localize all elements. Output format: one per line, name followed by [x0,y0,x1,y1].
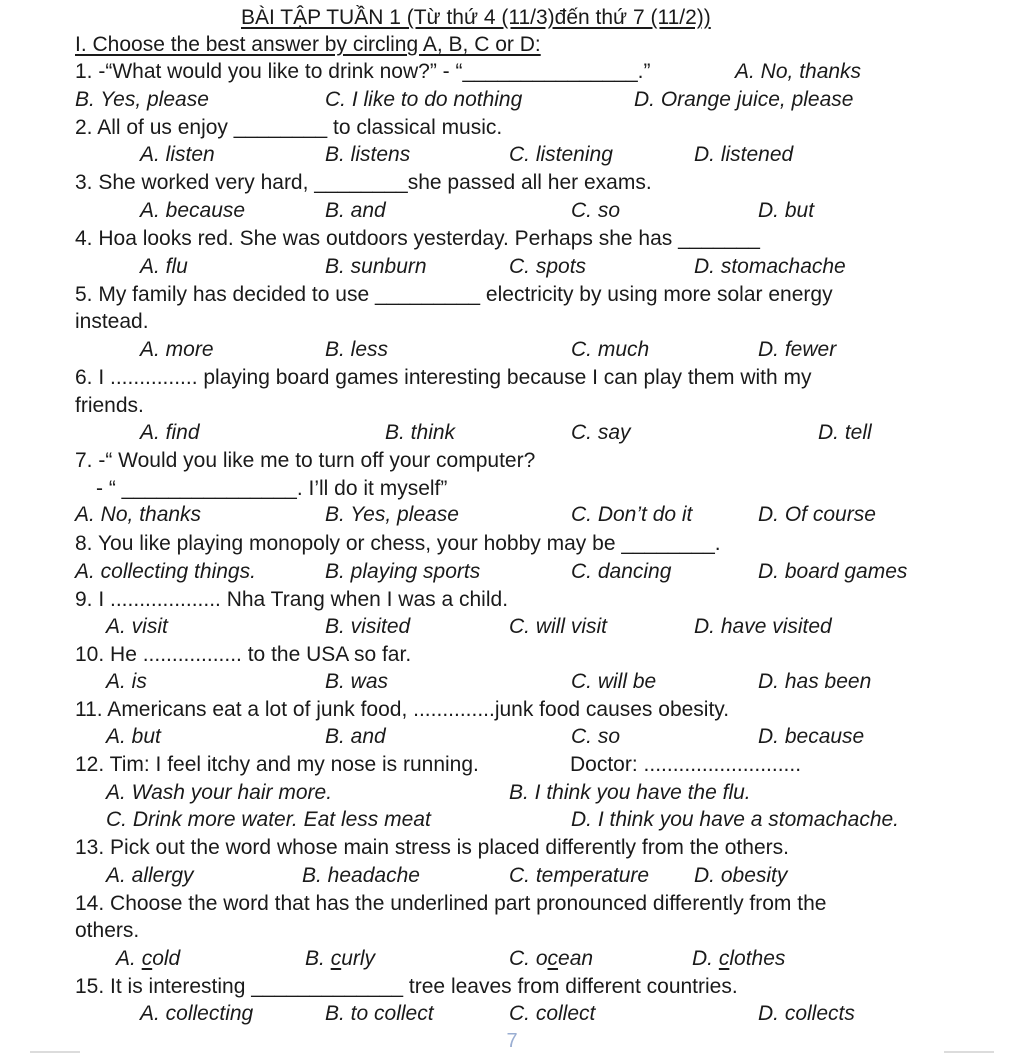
doc-line [0,586,1024,614]
answer-option: C. listening [509,143,613,166]
doc-line [0,613,1024,641]
answer-option: B. Yes, please [75,88,209,111]
answer-option: C. much [571,338,650,361]
question-text: - “ _______________. I’ll do it myself” [96,477,448,500]
answer-option: D. has been [758,670,872,693]
doc-line [0,308,1024,336]
answer-option: D. obesity [694,864,788,887]
answer-option: B. Yes, please [325,503,459,526]
question-text: 7. -“ Would you like me to turn off your computer? [75,449,536,472]
answer-option: D. board games [758,560,908,583]
doc-line [0,1000,1024,1028]
doc-line [0,281,1024,309]
doc-line [0,696,1024,724]
doc-line [0,392,1024,420]
question-text: others. [75,919,140,942]
answer-option: D. listened [694,143,794,166]
option-text-part: ean [558,947,594,970]
answer-option [116,945,180,973]
answer-option: A. listen [140,143,215,166]
page-title-text: BÀI TẬP TUẦN 1 (Từ thứ 4 (11/3)đến thứ 7 (11/2)) [241,6,711,29]
answer-option: D. because [758,725,865,748]
answer-option [692,945,785,973]
answer-option: C. Drink more water. Eat less meat [106,808,431,831]
doc-line [0,364,1024,392]
underlined-letter: c [330,947,342,970]
question-text: 9. I ................... Nha Trang when I was a child. [75,588,509,611]
question-text: Doctor: ........................... [570,753,802,776]
answer-option: A. find [140,421,200,444]
doc-line [0,253,1024,281]
doc-line [0,641,1024,669]
answer-option: B. headache [302,864,420,887]
doc-line [0,806,1024,834]
answer-option: A. because [140,199,246,222]
doc-line [0,945,1024,973]
answer-option: D. stomachache [694,255,846,278]
answer-option: D. I think you have a stomachache. [571,808,900,831]
answer-option: C. so [571,199,621,222]
question-text: 3. She worked very hard, ________she passed all her exams. [75,171,652,194]
answer-option: C. so [571,725,621,748]
answer-option [509,945,593,973]
question-text: 10. He ................. to the USA so far. [75,643,412,666]
answer-option: B. to collect [325,1002,434,1025]
doc-line [0,779,1024,807]
answer-option: A. flu [140,255,188,278]
answer-option: A. allergy [106,864,194,887]
doc-line [0,419,1024,447]
answer-option: B. visited [325,615,411,638]
option-text-part: urly [341,947,376,970]
doc-line [0,336,1024,364]
answer-option: B. sunburn [325,255,427,278]
doc-line [0,834,1024,862]
answer-option: D. have visited [694,615,832,638]
option-text-part: C. o [509,947,548,970]
doc-line [0,530,1024,558]
doc-line [0,723,1024,751]
question-text: 13. Pick out the word whose main stress is placed differently from the others. [75,836,789,859]
question-text: 11. Americans eat a lot of junk food, ..............junk food causes obesity. [75,698,730,721]
answer-option: A. Wash your hair more. [106,781,333,804]
answer-option: B. think [385,421,456,444]
answer-option [305,945,375,973]
answer-option: B. listens [325,143,411,166]
doc-line [0,862,1024,890]
doc-line [0,86,1024,114]
answer-option: D. tell [818,421,872,444]
underlined-letter: c [718,947,730,970]
answer-option: D. collects [758,1002,855,1025]
answer-option: A. more [140,338,214,361]
answer-option: A. No, thanks [735,60,862,83]
answer-option: B. I think you have the flu. [509,781,751,804]
answer-option: A. collecting things. [75,560,256,583]
question-text: 4. Hoa looks red. She was outdoors yesterday. Perhaps she has _______ [75,227,760,250]
doc-line [0,58,1024,86]
answer-option: B. playing sports [325,560,481,583]
section-heading [0,31,1024,59]
answer-option: C. will be [571,670,657,693]
answer-option: C. say [571,421,631,444]
option-text-part: B. [305,947,331,970]
question-text: friends. [75,394,144,417]
option-text-part: D. [692,947,719,970]
question-text: 12. Tim: I feel itchy and my nose is running. [75,753,479,776]
doc-line [0,475,1024,503]
doc-line [0,114,1024,142]
question-text: 8. You like playing monopoly or chess, your hobby may be ________. [75,532,721,555]
question-text: 6. I ............... playing board games interesting because I can play them with my [75,366,812,389]
answer-option: D. Of course [758,503,876,526]
page-number: 7 [506,1030,518,1052]
answer-option: C. collect [509,1002,596,1025]
question-text: instead. [75,310,149,333]
scan-edge-left [30,1051,80,1061]
answer-option: D. fewer [758,338,837,361]
scan-edge-right [944,1051,994,1061]
option-text-part: A. [116,947,142,970]
doc-line [0,668,1024,696]
doc-line [0,558,1024,586]
doc-line [0,197,1024,225]
answer-option: B. less [325,338,389,361]
question-text: 5. My family has decided to use _________ electricity by using more solar energy [75,283,833,306]
question-text: 15. It is interesting _____________ tree leaves from different countries. [75,975,738,998]
answer-option: A. No, thanks [75,503,202,526]
answer-option: C. I like to do nothing [325,88,523,111]
doc-line [0,169,1024,197]
option-text-part: old [152,947,181,970]
answer-option: C. will visit [509,615,607,638]
question-text: 14. Choose the word that has the underlined part pronounced differently from the [75,892,827,915]
doc-line [0,917,1024,945]
answer-option: A. collecting [140,1002,254,1025]
doc-line [0,890,1024,918]
answer-option: B. was [325,670,389,693]
question-text: 1. -“What would you like to drink now?” - “_______________.” [75,60,651,83]
doc-line [0,141,1024,169]
section-heading-text: I. Choose the best answer by circling A, B, C or D: [75,33,541,56]
doc-line [0,225,1024,253]
answer-option: A. visit [106,615,168,638]
answer-option: B. and [325,199,386,222]
option-text-part: lothes [729,947,786,970]
answer-option: A. but [106,725,161,748]
doc-line [0,973,1024,1001]
underlined-letter: c [141,947,153,970]
answer-option: A. is [106,670,147,693]
doc-line [0,447,1024,475]
answer-option: C. temperature [509,864,650,887]
answer-option: C. Don’t do it [571,503,693,526]
answer-option: D. Orange juice, please [634,88,854,111]
doc-line [0,751,1024,779]
doc-line [0,501,1024,529]
question-text: 2. All of us enjoy ________ to classical music. [75,116,503,139]
answer-option: B. and [325,725,386,748]
answer-option: C. spots [509,255,587,278]
answer-option: D. but [758,199,815,222]
underlined-letter: c [547,947,559,970]
page-title [0,4,1024,32]
answer-option: C. dancing [571,560,672,583]
